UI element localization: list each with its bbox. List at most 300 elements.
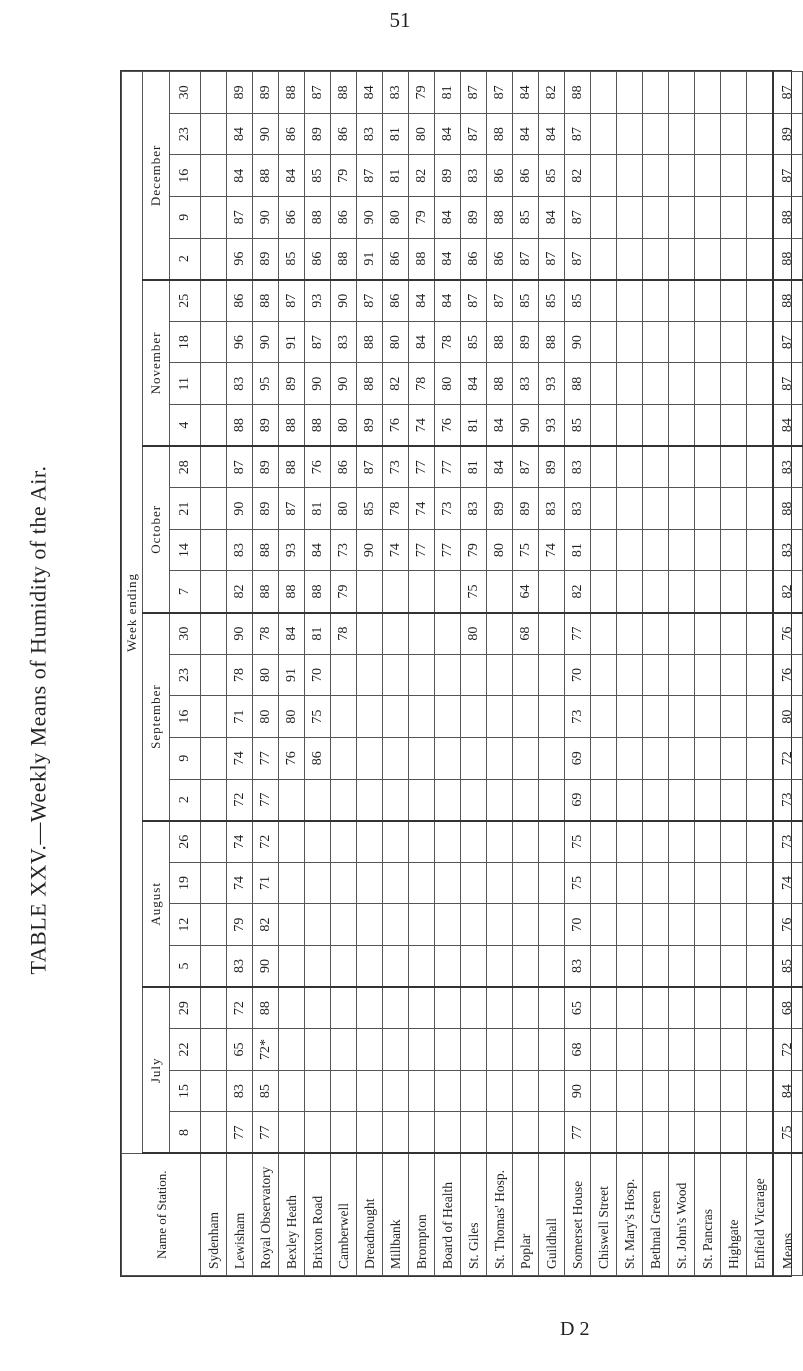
humidity-cell: 84 [513,113,539,155]
humidity-cell [617,72,643,114]
humidity-cell: 89 [253,488,279,530]
humidity-cell: 82 [539,72,565,114]
humidity-cell: 82 [253,904,279,946]
humidity-cell: 90 [565,321,591,363]
station-name: Bethnal Green [643,1154,669,1276]
page-number: 51 [389,8,411,32]
humidity-cell: 76 [773,904,803,946]
humidity-cell [747,987,774,1029]
humidity-cell [669,613,695,655]
humidity-cell: 87 [461,72,487,114]
humidity-cell [383,904,409,946]
humidity-cell [279,904,305,946]
humidity-cell [643,779,669,821]
humidity-cell: 75 [461,571,487,613]
humidity-cell [721,321,747,363]
humidity-cell [539,654,565,696]
humidity-cell [617,155,643,197]
humidity-cell [721,1070,747,1112]
humidity-cell [461,1029,487,1071]
humidity-cell [669,862,695,904]
humidity-cell [539,613,565,655]
humidity-cell: 83 [461,488,487,530]
humidity-cell [305,821,331,863]
station-row [461,72,487,1276]
humidity-cell [591,446,617,488]
humidity-cell [305,1070,331,1112]
humidity-cell [591,571,617,613]
humidity-cell: 87 [487,72,513,114]
humidity-cell [279,1070,305,1112]
humidity-cell [435,613,461,655]
humidity-cell [747,696,774,738]
humidity-cell: 88 [227,405,253,447]
humidity-cell: 83 [227,945,253,987]
humidity-cell: 88 [409,238,435,280]
station-name: Bexley Heath [279,1154,305,1276]
humidity-cell [747,862,774,904]
humidity-cell: 80 [279,696,305,738]
humidity-cell [669,321,695,363]
week-ending-header: Week ending [122,72,143,1154]
humidity-cell: 84 [409,280,435,322]
humidity-cell: 87 [773,155,803,197]
humidity-cell [617,862,643,904]
station-name: Lewisham [227,1154,253,1276]
humidity-cell [331,1112,357,1154]
station-name: St. John's Wood [669,1154,695,1276]
humidity-cell [435,904,461,946]
humidity-cell [747,405,774,447]
station-name: Dreadnought [357,1154,383,1276]
humidity-cell: 84 [435,196,461,238]
humidity-cell [383,696,409,738]
humidity-cell [617,1112,643,1154]
humidity-cell [695,1029,721,1071]
humidity-cell: 88 [539,321,565,363]
humidity-cell [669,280,695,322]
humidity-cell: 86 [487,238,513,280]
humidity-cell: 89 [305,113,331,155]
humidity-cell: 87 [513,238,539,280]
humidity-cell [305,1029,331,1071]
humidity-cell [591,779,617,821]
humidity-cell [617,196,643,238]
humidity-cell [669,363,695,405]
station-row [357,72,383,1276]
humidity-cell: 86 [331,196,357,238]
humidity-cell: 77 [227,1112,253,1154]
humidity-cell [721,904,747,946]
means-row [773,72,803,1276]
humidity-cell: 76 [279,737,305,779]
humidity-cell [747,1029,774,1071]
month-header-august: August [143,821,170,987]
humidity-cell [461,654,487,696]
humidity-cell: 86 [279,113,305,155]
humidity-cell [695,571,721,613]
humidity-cell [461,1112,487,1154]
station-row [695,72,721,1276]
humidity-cell: 64 [513,571,539,613]
humidity-cell [669,196,695,238]
humidity-cell [357,945,383,987]
humidity-cell [201,904,227,946]
humidity-cell [331,737,357,779]
humidity-cell [201,155,227,197]
humidity-cell [539,1029,565,1071]
day-header: 22 [170,1029,201,1071]
station-name: Sydenham [201,1154,227,1276]
humidity-cell: 90 [253,321,279,363]
day-header: 8 [170,1112,201,1154]
humidity-cell: 80 [331,488,357,530]
humidity-cell [487,987,513,1029]
humidity-cell [357,696,383,738]
humidity-cell [591,238,617,280]
humidity-cell [747,529,774,571]
humidity-cell: 88 [487,363,513,405]
humidity-cell [747,821,774,863]
humidity-cell [201,1112,227,1154]
humidity-cell [487,696,513,738]
humidity-cell [669,72,695,114]
humidity-cell: 90 [513,405,539,447]
humidity-cell [201,1029,227,1071]
humidity-cell: 86 [461,238,487,280]
day-header: 23 [170,113,201,155]
humidity-cell: 88 [305,196,331,238]
station-row [201,72,227,1276]
humidity-cell: 77 [435,529,461,571]
humidity-cell: 84 [435,238,461,280]
humidity-cell [643,696,669,738]
humidity-cell: 87 [305,72,331,114]
humidity-cell: 72 [227,779,253,821]
humidity-cell [383,987,409,1029]
humidity-cell: 83 [383,72,409,114]
humidity-cell: 81 [435,72,461,114]
humidity-cell: 77 [435,446,461,488]
humidity-cell [643,737,669,779]
humidity-cell: 80 [487,529,513,571]
humidity-cell [721,571,747,613]
humidity-cell [409,945,435,987]
humidity-cell: 84 [487,446,513,488]
humidity-cell [435,1070,461,1112]
humidity-cell: 78 [227,654,253,696]
humidity-cell: 88 [487,113,513,155]
humidity-cell [617,613,643,655]
station-name: Poplar [513,1154,539,1276]
station-row [747,72,774,1276]
humidity-cell [331,821,357,863]
humidity-cell: 80 [253,696,279,738]
humidity-cell: 84 [773,405,803,447]
humidity-cell: 89 [357,405,383,447]
humidity-cell: 65 [565,987,591,1029]
humidity-cell: 65 [227,1029,253,1071]
humidity-cell [201,987,227,1029]
humidity-cell: 84 [513,72,539,114]
humidity-cell: 91 [357,238,383,280]
humidity-cell [643,613,669,655]
humidity-cell [695,238,721,280]
humidity-cell [721,613,747,655]
day-header: 14 [170,529,201,571]
humidity-cell: 86 [305,238,331,280]
humidity-cell: 83 [357,113,383,155]
humidity-cell: 87 [357,155,383,197]
humidity-cell [487,779,513,821]
humidity-cell: 84 [357,72,383,114]
station-row [305,72,331,1276]
humidity-cell: 72 [773,737,803,779]
humidity-cell: 84 [409,321,435,363]
humidity-cell [435,1112,461,1154]
humidity-cell: 86 [331,446,357,488]
humidity-cell [617,696,643,738]
humidity-cell [643,1112,669,1154]
humidity-cell: 93 [305,280,331,322]
humidity-cell [357,862,383,904]
table-frame [120,70,795,1277]
humidity-cell [591,613,617,655]
station-name: Somerset House [565,1154,591,1276]
humidity-cell: 89 [227,72,253,114]
humidity-cell: 74 [773,862,803,904]
humidity-cell [461,987,487,1029]
humidity-cell: 84 [279,613,305,655]
humidity-cell [695,321,721,363]
header-row-week [122,72,143,1276]
humidity-cell: 95 [253,363,279,405]
humidity-cell: 87 [565,196,591,238]
humidity-cell [435,779,461,821]
humidity-cell [617,654,643,696]
humidity-cell [591,113,617,155]
humidity-cell [487,904,513,946]
humidity-cell: 72 [253,821,279,863]
humidity-cell: 75 [565,862,591,904]
humidity-cell: 90 [227,488,253,530]
humidity-cell [617,405,643,447]
humidity-cell [435,1029,461,1071]
humidity-cell [617,945,643,987]
humidity-cell: 91 [279,321,305,363]
humidity-cell [487,571,513,613]
humidity-cell: 83 [539,488,565,530]
humidity-cell: 88 [279,571,305,613]
humidity-cell: 88 [773,196,803,238]
table-title [10,120,66,1320]
humidity-cell: 90 [253,113,279,155]
humidity-cell: 87 [279,280,305,322]
humidity-cell: 89 [487,488,513,530]
humidity-cell: 72 [227,987,253,1029]
humidity-cell [331,945,357,987]
humidity-cell: 71 [227,696,253,738]
humidity-cell [669,155,695,197]
humidity-cell [591,280,617,322]
humidity-cell [513,862,539,904]
humidity-cell: 74 [383,529,409,571]
humidity-cell: 89 [461,196,487,238]
humidity-cell: 78 [435,321,461,363]
humidity-cell [383,737,409,779]
humidity-cell [279,821,305,863]
humidity-cell: 85 [461,321,487,363]
humidity-cell [695,72,721,114]
station-name: Means [773,1154,803,1276]
humidity-cell [201,571,227,613]
humidity-cell [669,446,695,488]
humidity-cell [695,405,721,447]
humidity-cell [643,196,669,238]
humidity-cell [617,280,643,322]
humidity-cell: 69 [565,779,591,821]
humidity-cell [643,280,669,322]
humidity-cell [409,987,435,1029]
day-header: 7 [170,571,201,613]
month-header-december: December [143,72,170,280]
humidity-cell: 79 [331,155,357,197]
humidity-cell [747,321,774,363]
humidity-cell [617,987,643,1029]
humidity-cell [591,488,617,530]
humidity-cell [721,862,747,904]
humidity-cell: 70 [305,654,331,696]
humidity-cell: 83 [227,1070,253,1112]
humidity-cell [617,488,643,530]
humidity-cell [539,945,565,987]
humidity-cell: 89 [435,155,461,197]
humidity-cell [539,571,565,613]
humidity-cell [643,238,669,280]
station-row [253,72,279,1276]
humidity-cell: 75 [513,529,539,571]
humidity-cell [305,779,331,821]
month-header-july: July [143,987,170,1153]
humidity-cell: 88 [487,196,513,238]
humidity-cell: 80 [773,696,803,738]
humidity-cell [617,446,643,488]
humidity-cell [695,987,721,1029]
humidity-cell [747,613,774,655]
humidity-cell: 82 [773,571,803,613]
humidity-cell [721,696,747,738]
humidity-cell: 87 [565,113,591,155]
day-header: 18 [170,321,201,363]
station-row [331,72,357,1276]
humidity-cell: 93 [539,363,565,405]
humidity-cell [695,862,721,904]
humidity-cell: 86 [279,196,305,238]
humidity-cell: 86 [331,113,357,155]
humidity-cell [695,113,721,155]
humidity-cell [331,779,357,821]
humidity-cell [461,904,487,946]
humidity-cell: 90 [331,363,357,405]
humidity-cell [513,779,539,821]
humidity-cell [721,280,747,322]
humidity-cell: 80 [409,113,435,155]
humidity-cell [435,987,461,1029]
humidity-cell [487,821,513,863]
station-name: Millbank [383,1154,409,1276]
humidity-cell [617,571,643,613]
humidity-cell: 77 [253,737,279,779]
humidity-cell [747,363,774,405]
humidity-cell [539,779,565,821]
humidity-cell: 84 [773,1070,803,1112]
humidity-cell [591,529,617,571]
humidity-cell [513,821,539,863]
humidity-cell: 91 [279,654,305,696]
humidity-cell [695,363,721,405]
humidity-cell: 85 [565,405,591,447]
humidity-table [121,71,803,1276]
humidity-cell [591,1029,617,1071]
humidity-cell: 82 [565,155,591,197]
humidity-cell: 86 [513,155,539,197]
humidity-cell: 85 [253,1070,279,1112]
day-header: 2 [170,238,201,280]
humidity-cell [201,196,227,238]
humidity-cell: 84 [227,155,253,197]
humidity-cell: 88 [253,280,279,322]
humidity-cell [461,779,487,821]
humidity-cell [331,1070,357,1112]
humidity-cell: 90 [253,945,279,987]
humidity-cell: 87 [487,280,513,322]
humidity-cell [539,987,565,1029]
humidity-cell [487,1112,513,1154]
humidity-cell [383,779,409,821]
humidity-cell: 74 [409,405,435,447]
humidity-cell [201,238,227,280]
humidity-cell [747,488,774,530]
humidity-cell [305,862,331,904]
humidity-cell: 88 [773,238,803,280]
humidity-cell [201,488,227,530]
humidity-cell [331,904,357,946]
humidity-cell [721,987,747,1029]
humidity-cell [721,363,747,405]
humidity-cell: 87 [461,113,487,155]
humidity-cell: 87 [773,321,803,363]
humidity-cell [357,654,383,696]
humidity-cell: 69 [565,737,591,779]
humidity-cell [747,280,774,322]
humidity-cell [409,1070,435,1112]
humidity-cell [747,72,774,114]
humidity-cell [201,363,227,405]
humidity-cell [721,821,747,863]
humidity-cell: 86 [487,155,513,197]
humidity-cell: 96 [227,321,253,363]
humidity-cell: 80 [383,196,409,238]
humidity-cell: 80 [435,363,461,405]
station-name: Brompton [409,1154,435,1276]
day-header: 16 [170,696,201,738]
day-header: 9 [170,737,201,779]
humidity-cell: 85 [539,155,565,197]
humidity-cell [357,571,383,613]
humidity-cell [591,945,617,987]
humidity-cell: 89 [513,488,539,530]
humidity-cell [643,446,669,488]
